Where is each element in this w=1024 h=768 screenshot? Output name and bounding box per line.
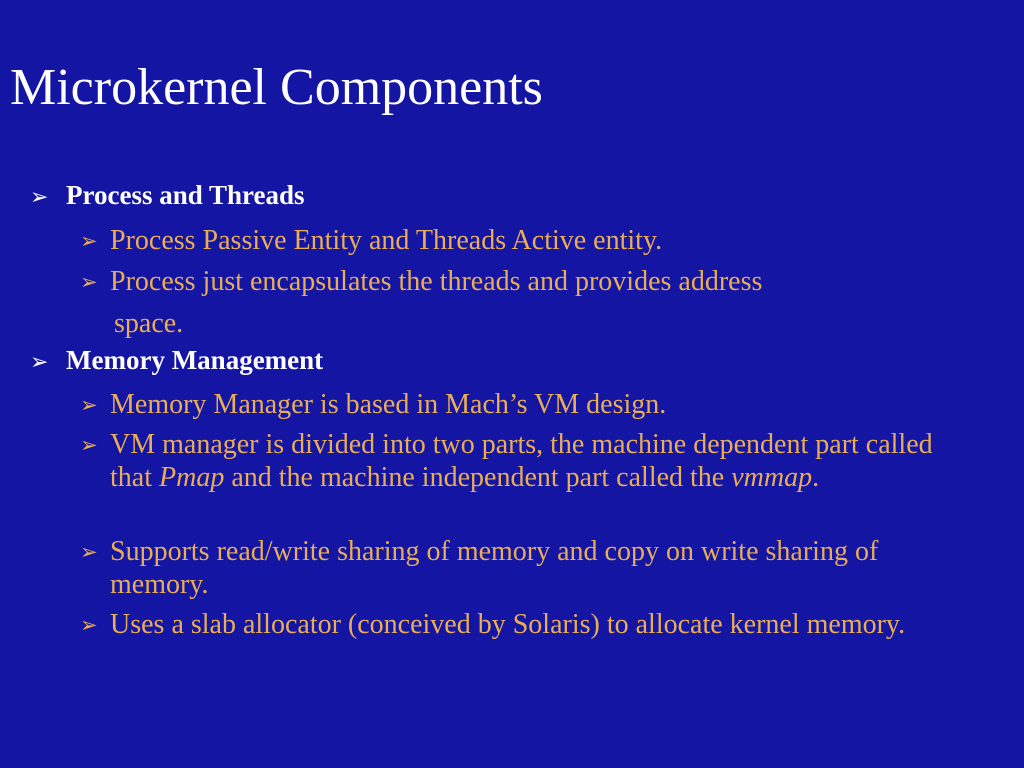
bullet-text: Process Passive Entity and Threads Active entity. (110, 225, 663, 256)
bullet-text: Memory Manager is based in Mach’s VM design. (110, 389, 667, 420)
pmap-term: Pmap (159, 462, 225, 493)
bullet-text-part: and the machine independent part called the (224, 462, 732, 493)
bullet-item (80, 608, 980, 641)
arrow-bullet-icon: ➢ (80, 433, 98, 457)
arrow-bullet-icon: ➢ (30, 185, 49, 210)
section-process-and-threads (30, 180, 305, 211)
bullet-text: Supports read/write sharing of memory and copy on write sharing of memory. (110, 536, 879, 600)
arrow-bullet-icon: ➢ (80, 540, 98, 564)
section-memory-management (30, 345, 323, 376)
bullet-item (80, 535, 980, 601)
bullet-item (80, 224, 980, 257)
vmmap-term: vmmap (731, 462, 813, 493)
bullet-item (80, 428, 980, 494)
bullet-text-part: . (812, 462, 820, 493)
section-heading: Process and Threads (66, 180, 305, 210)
arrow-bullet-icon: ➢ (30, 350, 49, 375)
section-heading: Memory Management (66, 345, 324, 375)
bullet-text: Uses a slab allocator (conceived by Solaris) to allocate kernel memory. (110, 609, 906, 640)
bullet-text (110, 428, 970, 494)
bullet-item (80, 265, 980, 298)
arrow-bullet-icon: ➢ (80, 270, 98, 294)
arrow-bullet-icon: ➢ (80, 393, 98, 417)
bullet-text-part: VM manager is divided into two parts, the machine dependent part called that (110, 429, 933, 493)
bullet-continuation: space. (114, 308, 184, 339)
arrow-bullet-icon: ➢ (80, 229, 98, 253)
bullet-item (80, 388, 980, 421)
slide-title: Microkernel Components (10, 59, 543, 116)
bullet-text: Process just encapsulates the threads and provides address (110, 266, 763, 297)
arrow-bullet-icon: ➢ (80, 613, 98, 637)
